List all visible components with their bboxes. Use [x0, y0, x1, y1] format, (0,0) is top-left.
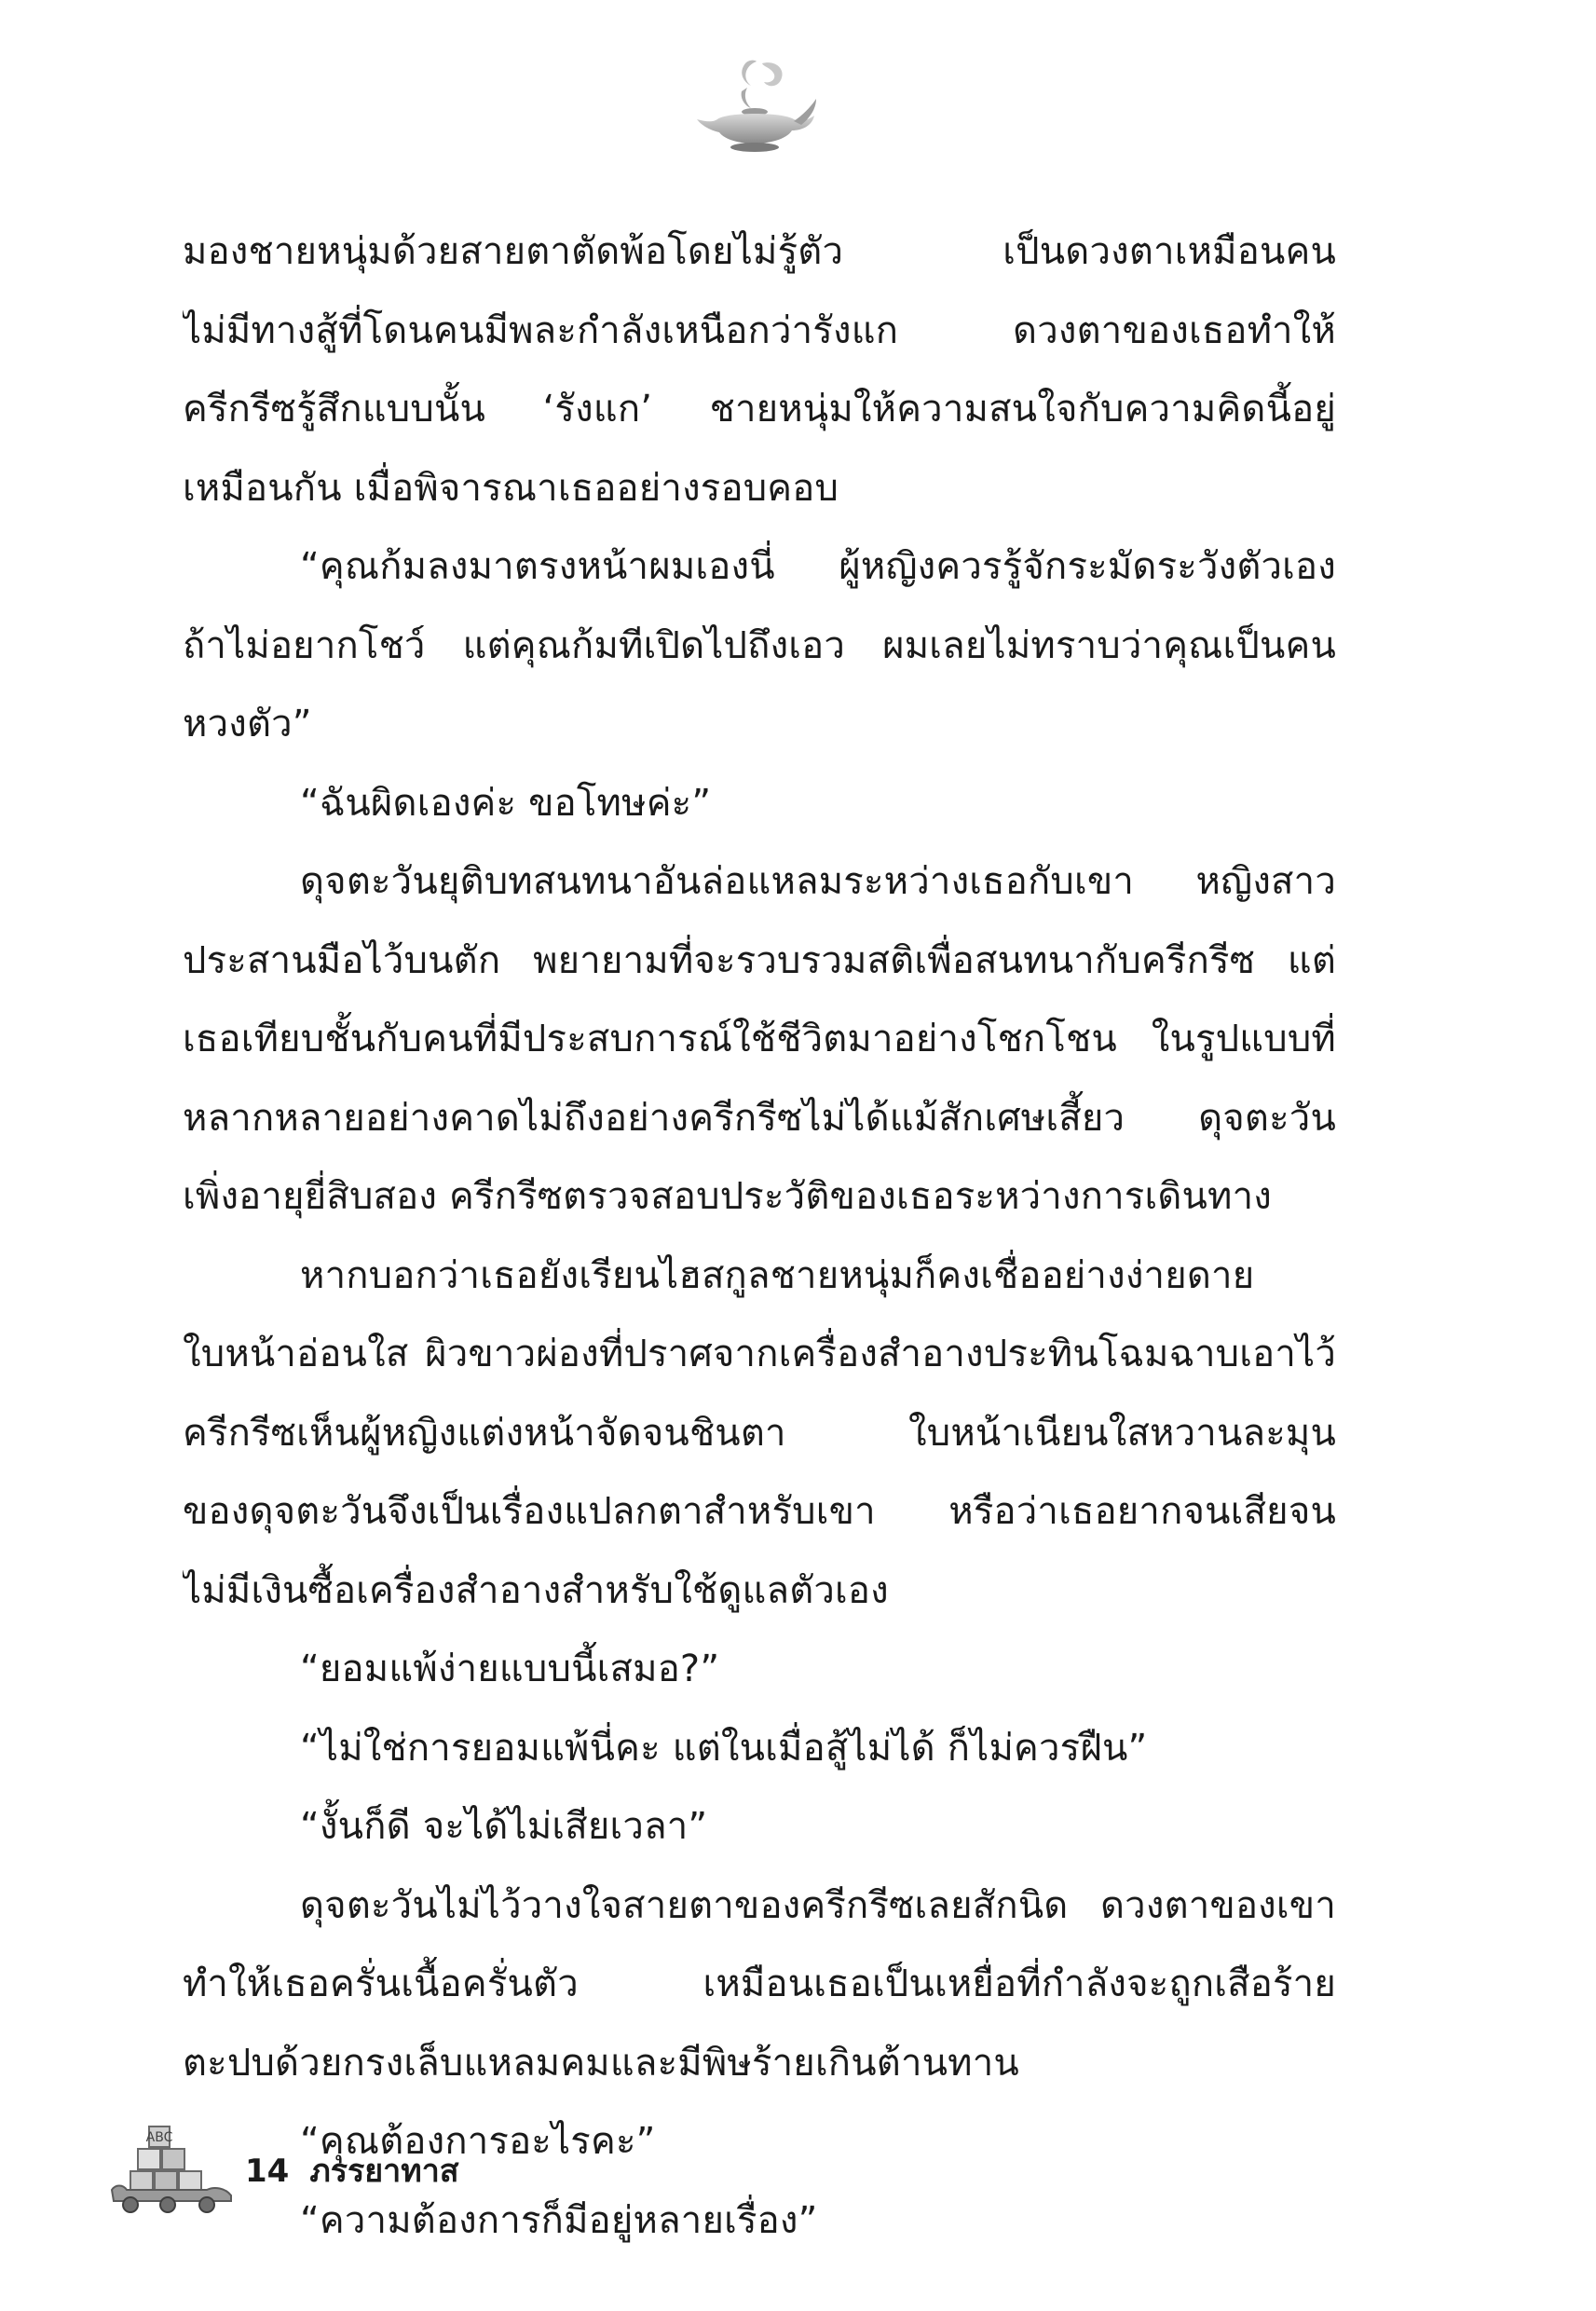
page-footer: [110, 2123, 669, 2216]
text-line: ดุจตะวันไม่ไว้วางใจสายตาของครีกรีซเลยสักนิด ดวงตาของเขา: [300, 1883, 1336, 1927]
footer-label: [245, 2145, 480, 2195]
text-line: “คุณก้มลงมาตรงหน้าผมเองนี่ ผู้หญิงควรรู้จักระมัดระวังตัวเอง: [300, 545, 1336, 588]
text-line: หากบอกว่าเธอยังเรียนไฮสกูลชายหนุ่มก็คงเชื่ออย่างง่ายดาย: [300, 1253, 1255, 1297]
text-line: เพิ่งอายุยี่สิบสอง ครีกรีซตรวจสอบประวัติของเธอระหว่างการเดินทาง: [183, 1175, 1273, 1218]
text-line: ครีกรีซรู้สึกแบบนั้น ‘รังแก’ ชายหนุ่มให้ความสนใจกับความคิดนี้อยู่: [183, 388, 1336, 431]
text-line: ถ้าไม่อยากโชว์ แต่คุณก้มทีเปิดไปถึงเอว ผมเลยไม่ทราบว่าคุณเป็นคน: [183, 623, 1336, 667]
page-number: 14: [245, 2153, 290, 2190]
text-line: มองชายหนุ่มด้วยสายตาตัดพ้อโดยไม่รู้ตัว เป็นดวงตาเหมือนคน: [183, 230, 1336, 273]
text-line: หวงตัว”: [183, 703, 312, 745]
text-line: “ฉันผิดเองค่ะ ขอโทษค่ะ”: [300, 781, 712, 825]
block-letter-a: ABC: [145, 2130, 173, 2145]
text-line: “ความต้องการก็มีอยู่หลายเรื่อง”: [300, 2198, 818, 2242]
body-text: [183, 212, 1336, 2260]
text-line: “ยอมแพ้ง่ายแบบนี้เสมอ?”: [300, 1648, 720, 1690]
text-line: ทำให้เธอครั่นเนื้อครั่นตัว เหมือนเธอเป็นเหยื่อที่กำลังจะถูกเสือร้าย: [183, 1962, 1336, 2005]
genie-lamp-icon: [689, 54, 820, 157]
book-title: ภรรยาทาส: [309, 2153, 459, 2190]
text-line: เธอเทียบชั้นกับคนที่มีประสบการณ์ใช้ชีวิตมาอย่างโชกโชน ในรูปแบบที่: [183, 1018, 1336, 1060]
toy-train-blocks-icon: [110, 2123, 240, 2216]
text-line: ไม่มีเงินซื้อเครื่องสำอางสำหรับใช้ดูแลตัวเอง: [183, 1568, 889, 1612]
text-line: ครีกรีซเห็นผู้หญิงแต่งหน้าจัดจนชินตา ใบหน้าเนียนใสหวานละมุน: [183, 1411, 1336, 1455]
text-line: ประสานมือไว้บนตัก พยายามที่จะรวบรวมสติเพื่อสนทนากับครีกรีซ แต่: [183, 938, 1336, 982]
text-line: ใบหน้าอ่อนใส ผิวขาวผ่องที่ปราศจากเครื่องสำอางประทินโฉมฉาบเอาไว้: [183, 1333, 1336, 1375]
text-line: ไม่มีทางสู้ที่โดนคนมีพละกำลังเหนือกว่ารังแก ดวงตาของเธอทำให้: [183, 308, 1336, 352]
text-line: ดุจตะวันยุติบทสนทนาอันล่อแหลมระหว่างเธอกับเขา หญิงสาว: [300, 860, 1336, 903]
text-line: “ไม่ใช่การยอมแพ้นี่คะ แต่ในเมื่อสู้ไม่ได้ ก็ไม่ควรฝืน”: [300, 1726, 1148, 1770]
text-line: หลากหลายอย่างคาดไม่ถึงอย่างครีกรีซไม่ได้แม้สักเศษเสี้ยว ดุจตะวัน: [183, 1096, 1336, 1140]
text-line: เหมือนกัน เมื่อพิจารณาเธออย่างรอบคอบ: [183, 466, 839, 510]
text-line: ตะปบด้วยกรงเล็บแหลมคมและมีพิษร้ายเกินต้านทาน: [183, 2041, 1019, 2085]
text-line: “คุณต้องการอะไรคะ”: [300, 2120, 656, 2163]
text-line: ของดุจตะวันจึงเป็นเรื่องแปลกตาสำหรับเขา หรือว่าเธอยากจนเสียจน: [183, 1490, 1336, 1533]
text-line: “งั้นก็ดี จะได้ไม่เสียเวลา”: [300, 1805, 708, 1848]
